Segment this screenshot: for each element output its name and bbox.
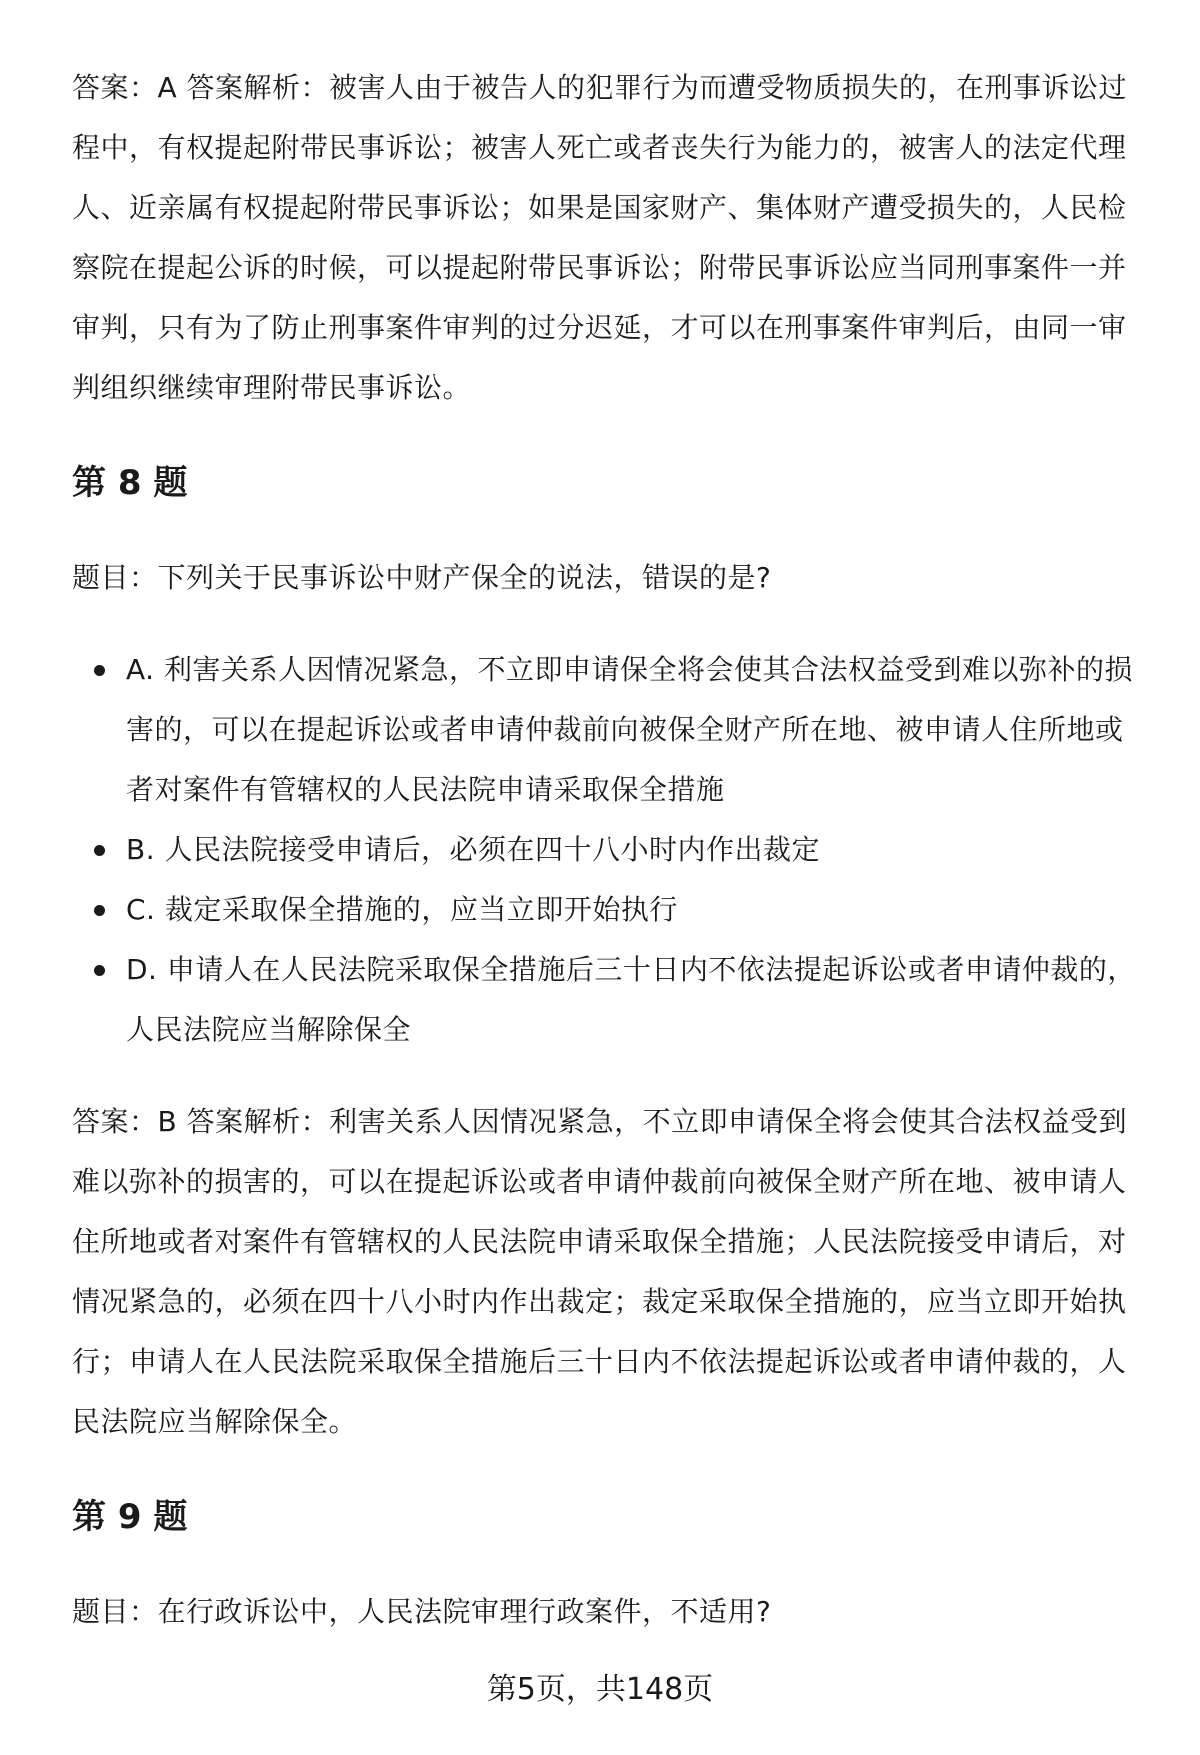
question-9-heading: 第 9 题 — [72, 1497, 188, 1537]
question-8-options — [72, 640, 1138, 1060]
bullet-icon — [94, 845, 105, 856]
bullet-icon — [94, 905, 105, 916]
option-d-text: D. 申请人在人民法院采取保全措施后三十日内不依法提起诉讼或者申请仲裁的，人民法院应当解除保全 — [126, 953, 1136, 1046]
option-c — [72, 880, 1138, 940]
option-a-text: A. 利害关系人因情况紧急，不立即申请保全将会使其合法权益受到难以弥补的损害的，可以在提起诉讼或者申请仲裁前向被保全财产所在地、被申请人住所地或者对案件有管辖权的人民法院申请采取保全措施 — [126, 653, 1133, 806]
option-d — [72, 940, 1138, 1060]
option-a — [72, 640, 1138, 820]
bullet-icon — [94, 665, 105, 676]
previous-answer-explanation: 答案：A 答案解析：被害人由于被告人的犯罪行为而遭受物质损失的，在刑事诉讼过程中，有权提起附带民事诉讼；被害人死亡或者丧失行为能力的，被害人的法定代理人、近亲属有权提起附带民事诉讼；如果是国家财产、集体财产遭受损失的，人民检察院在提起公诉的时候，可以提起附带民事诉讼；附带民事诉讼应当同刑事案件一并审判，只有为了防止刑事案件审判的过分迟延，才可以在刑事案件审判后，由同一审判组织继续审理附带民事诉讼。 — [72, 71, 1128, 404]
question-8-heading: 第 8 题 — [72, 463, 188, 503]
question-8-text: 题目：下列关于民事诉讼中财产保全的说法，错误的是? — [72, 561, 772, 594]
question-9-text: 题目：在行政诉讼中，人民法院审理行政案件，不适用? — [72, 1595, 772, 1628]
option-c-text: C. 裁定采取保全措施的，应当立即开始执行 — [126, 893, 678, 926]
option-b — [72, 820, 1138, 880]
option-b-text: B. 人民法院接受申请后，必须在四十八小时内作出裁定 — [126, 833, 821, 866]
bullet-icon — [94, 965, 105, 976]
page-footer: 第5页，共148页 — [486, 1672, 714, 1707]
question-8-answer: 答案：B 答案解析：利害关系人因情况紧急，不立即申请保全将会使其合法权益受到难以弥补的损害的，可以在提起诉讼或者申请仲裁前向被保全财产所在地、被申请人住所地或者对案件有管辖权的人民法院申请采取保全措施；人民法院接受申请后，对情况紧急的，必须在四十八小时内作出裁定；裁定采取保全措施的，应当立即开始执行；申请人在人民法院采取保全措施后三十日内不依法提起诉讼或者申请仲裁的，人民法院应当解除保全。 — [72, 1105, 1128, 1438]
